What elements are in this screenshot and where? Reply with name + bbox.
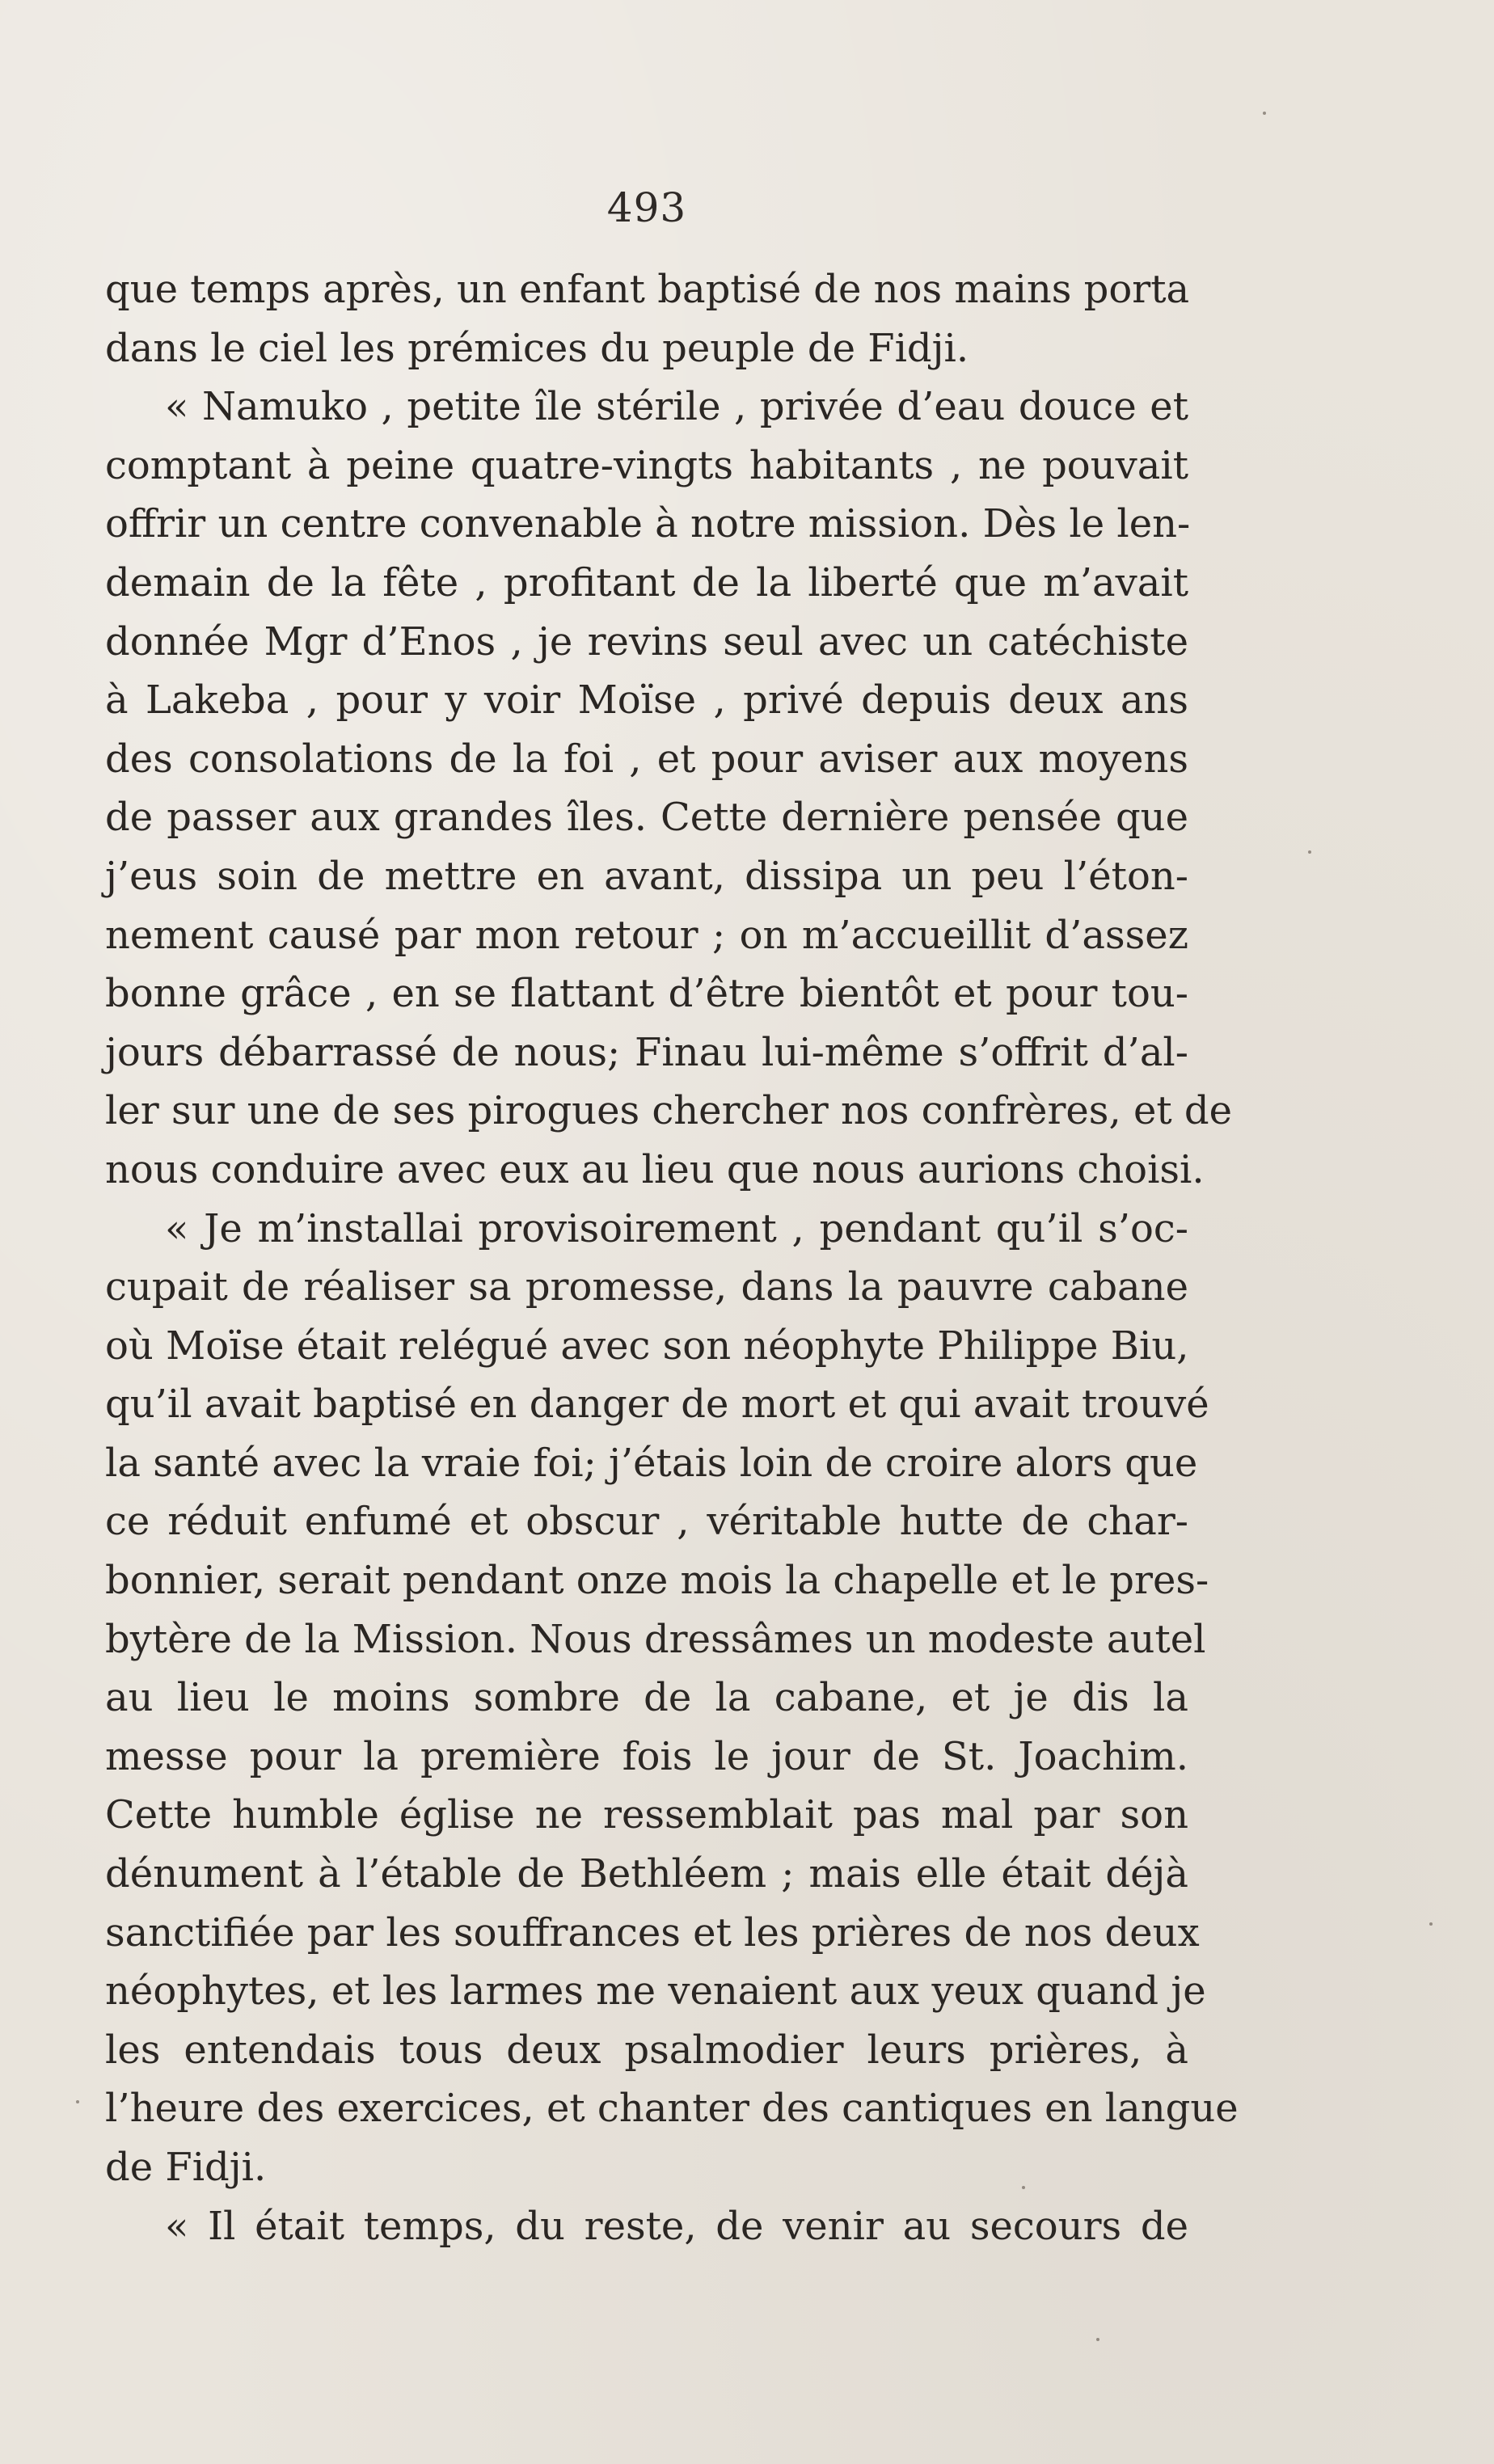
paper-speck: [1022, 2186, 1025, 2189]
text-line: bonne grâce , en se flattant d’être bientôt et pour tou-: [105, 971, 1188, 1017]
text-line: des consolations de la foi , et pour aviser aux moyens: [105, 736, 1188, 782]
paper-speck: [76, 2100, 79, 2103]
text-line: sanctifiée par les souffrances et les prières de nos deux: [105, 1909, 1200, 1956]
paper-speck: [1429, 1922, 1433, 1926]
text-line: donnée Mgr d’Enos , je revins seul avec un catéchiste: [105, 618, 1188, 665]
text-line: de passer aux grandes îles. Cette dernière pensée que: [105, 795, 1188, 841]
text-line: « Je m’installai provisoirement , pendant qu’il s’oc-: [165, 1205, 1188, 1251]
body-text: [105, 260, 1239, 2255]
paper-speck: [1096, 2338, 1099, 2341]
text-line: comptant à peine quatre-vingts habitants , ne pouvait: [105, 442, 1188, 488]
text-line: bytère de la Mission. Nous dressâmes un modeste autel: [105, 1616, 1206, 1662]
text-line: néophytes, et les larmes me venaient aux yeux quand je: [105, 1968, 1206, 2015]
text-line: Cette humble église ne ressemblait pas mal par son: [105, 1792, 1188, 1838]
text-line: au lieu le moins sombre de la cabane, et je dis la: [105, 1675, 1188, 1721]
text-line: dans le ciel les prémices du peuple de Fidji.: [105, 325, 969, 371]
text-line: que temps après, un enfant baptisé de nos mains porta: [105, 267, 1190, 312]
text-line: nement causé par mon retour ; on m’accueillit d’assez: [105, 912, 1188, 958]
page-number: 493: [606, 184, 687, 231]
paper-speck: [1308, 850, 1311, 854]
text-line: j’eus soin de mettre en avant, dissipa un peu l’éton-: [105, 853, 1188, 899]
text-line: qu’il avait baptisé en danger de mort et qui avait trouvé: [105, 1382, 1209, 1428]
text-line: bonnier, serait pendant onze mois la chapelle et le pres-: [105, 1558, 1209, 1604]
paper-speck: [1263, 112, 1266, 115]
text-line: où Moïse était relégué avec son néophyte Philippe Biu,: [105, 1323, 1189, 1369]
text-line: l’heure des exercices, et chanter des cantiques en langue: [105, 2086, 1239, 2132]
text-line: dénument à l’étable de Bethléem ; mais elle était déjà: [105, 1851, 1188, 1897]
text-line: « Il était temps, du reste, de venir au secours de: [165, 2203, 1188, 2249]
text-line: offrir un centre convenable à notre mission. Dès le len-: [105, 501, 1191, 547]
text-line: « Namuko , petite île stérile , privée d’eau douce et: [165, 384, 1188, 430]
text-line: messe pour la première fois le jour de St. Joachim.: [105, 1733, 1188, 1779]
text-line: nous conduire avec eux au lieu que nous aurions choisi.: [105, 1146, 1205, 1192]
text-line: de Fidji.: [105, 2145, 267, 2190]
text-line: les entendais tous deux psalmodier leurs prières, à: [105, 2027, 1188, 2073]
text-line: la santé avec la vraie foi; j’étais loin de croire alors que: [105, 1440, 1198, 1486]
text-line: jours débarrassé de nous; Finau lui-même s’offrit d’al-: [105, 1029, 1188, 1075]
text-line: à Lakeba , pour y voir Moïse , privé depuis deux ans: [105, 677, 1188, 724]
text-line: ce réduit enfumé et obscur , véritable hutte de char-: [105, 1499, 1188, 1545]
text-line: demain de la fête , profitant de la liberté que m’avait: [105, 559, 1188, 605]
text-line: ler sur une de ses pirogues chercher nos confrères, et de: [105, 1088, 1233, 1134]
text-line: cupait de réaliser sa promesse, dans la pauvre cabane: [105, 1264, 1188, 1310]
